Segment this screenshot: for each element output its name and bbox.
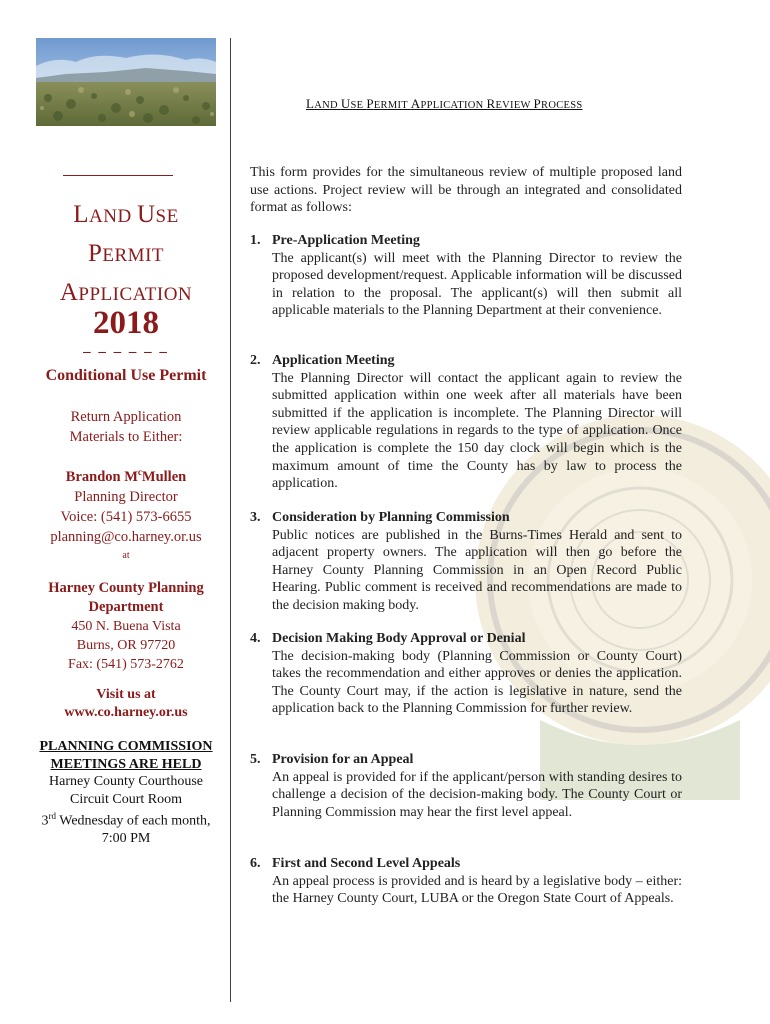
year: 2018	[93, 305, 159, 341]
landscape-photo	[36, 38, 216, 126]
contact-voice: Voice: (541) 573-6655	[60, 508, 192, 525]
step-text: An appeal is provided for if the applicant/person with standing desires to challenge a decision of the decision-making body. The County Court or Planning Commission may hear the first level appeal.	[272, 769, 682, 820]
permit-type: Conditional Use Permit	[45, 367, 207, 384]
department-block	[26, 579, 226, 674]
step-text: The decision-making body (Planning Commission or County Court) takes the recommendation and either approves or denies the application. The County Court may, if the action is legislative in nature, send the application back to the Planning Commission for further review.	[272, 648, 682, 717]
step-text: Public notices are published in the Burns-Times Herald and sent to adjacent property owners. The application will then go before the Harney County Planning Commission in an Open Record Public Hearing. Public comment is received and recommendations are made to the decision making body.	[272, 527, 682, 613]
process-step: 1. Pre-Application Meeting The applicant(s) will meet with the Planning Director to review the proposed development/request. Applicable information will be discussed in relation to the proposal. The applicant(s) will then submit all applicable materials to the Planning Department at their convenience.	[250, 233, 682, 319]
website-link[interactable]: www.co.harney.or.us	[64, 705, 188, 720]
contact-name: Brandon $M^cMullen$	[65, 467, 187, 485]
title-line-1: LAND USE	[73, 201, 179, 228]
step-heading: First and Second Level Appeals	[272, 856, 461, 871]
step-text: An appeal process is provided and is heard by a legislative body – either: the Harney County Court, LUBA or the Oregon State Court of Appeals.	[272, 873, 682, 907]
dash-divider: – – – – – –	[83, 344, 169, 360]
return-instructions: Return Application Materials to Either:	[69, 409, 183, 445]
step-text: The applicant(s) will meet with the Planning Director to review the proposed development/request. Applicable information will be discussed in relation to the proposal. The applicant(s) will then submit all applicable materials to the Planning Department at their convenience.	[272, 250, 682, 319]
step-heading: Pre-Application Meeting	[272, 233, 420, 248]
step-heading: Consideration by Planning Commission	[272, 510, 510, 525]
sidebar-rule	[63, 175, 173, 176]
step-text: The Planning Director will contact the applicant again to review the submitted application within one week after all materials have been submitted if the application is incomplete. The Planning Director will review applicable regulations in regards to the type of application. Once the application is complete the 150 day clock will begin which is the maximum amount of time the County has by law to process the application.	[272, 370, 682, 492]
intro-paragraph: This form provides for the simultaneous review of multiple proposed land use actions. Project review will be through an integrated and consolidated format as follows:	[250, 165, 682, 216]
department-name-1: Harney County Planning	[48, 580, 204, 596]
contact-block	[26, 462, 226, 547]
process-step: 6. First and Second Level Appeals An appeal process is provided and is heard by a legislative body – either: the Harney County Court, LUBA or the Oregon State Court of Appeals.	[250, 856, 682, 907]
contact-email[interactable]: planning@co.harney.or.us	[50, 528, 202, 545]
process-step: 4. Decision Making Body Approval or Denial The decision-making body (Planning Commission or County Court) takes the recommendation and either approves or denies the application. The County Court may, if the action is legislative in nature, send the application back to the Planning Commission for further review.	[250, 631, 682, 717]
contact-title: Planning Director	[74, 488, 178, 505]
sidebar-title	[26, 196, 226, 313]
column-divider	[230, 38, 231, 1002]
step-heading: Decision Making Body Approval or Denial	[272, 631, 526, 646]
at-label: at	[122, 550, 130, 561]
address-line-1: 450 N. Buena Vista	[71, 619, 181, 634]
title-line-3: APPLICATION	[59, 279, 193, 306]
process-step: 5. Provision for an Appeal An appeal is provided for if the applicant/person with standing desires to challenge a decision of the decision-making body. The County Court or Planning Commission may hear the first level appeal.	[250, 752, 682, 820]
title-line-2: PERMIT	[87, 240, 164, 267]
step-heading: Application Meeting	[272, 353, 395, 368]
meetings-block: PLANNING COMMISSION MEETINGS ARE HELD Harney County Courthouse Circuit Court Room 3rd Wednesday of each month, 7:00 PM	[39, 739, 213, 847]
document-title: LAND USE PERMIT APPLICATION REVIEW PROCESS	[306, 96, 583, 111]
process-step: 2. Application Meeting The Planning Director will contact the applicant again to review the submitted application within one week after all materials have been submitted if the application is incomplete. The Planning Director will review applicable regulations in regards to the type of application. Once the application is complete the 150 day clock will begin which is the maximum amount of time the County has by law to process the application.	[250, 353, 682, 492]
fax: Fax: (541) 573-2762	[68, 657, 184, 672]
department-name-2: Department	[88, 599, 164, 615]
address-line-2: Burns, OR 97720	[76, 638, 176, 653]
step-heading: Provision for an Appeal	[272, 752, 414, 767]
website-block: Visit us at www.co.harney.or.us	[26, 686, 226, 722]
process-step: 3. Consideration by Planning Commission Public notices are published in the Burns-Times Herald and sent to adjacent property owners. The application will then go before the Harney County Planning Commission in an Open Record Public Hearing. Public comment is received and recommendations are made to the decision making body.	[250, 510, 682, 613]
